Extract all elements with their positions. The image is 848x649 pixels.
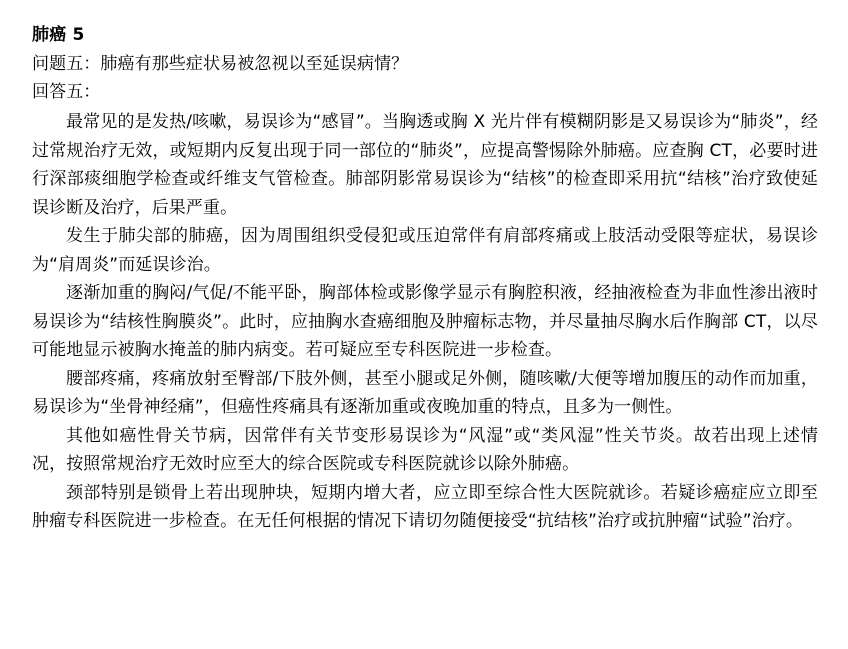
answer-label: 回答五： bbox=[32, 82, 101, 102]
page-title: 肺癌 5 bbox=[32, 25, 85, 45]
paragraph-3: 逐渐加重的胸闷/气促/不能平卧，胸部体检或影像学显示有胸腔积液，经抽液检查为非血性渗出液时易误诊为“结核性胸膜炎”。此时，应抽胸水查癌细胞及肿瘤标志物，并尽量抽尽胸水后作胸部 CT，以尽可能地显示被胸水掩盖的肺内病变。若可疑应至专科医院进一步检查。 bbox=[32, 283, 818, 360]
question-line: 问题五：肺癌有那些症状易被忽视以至延误病情？ bbox=[32, 54, 409, 74]
paragraph-2: 发生于肺尖部的肺癌，因为周围组织受侵犯或压迫常伴有肩部疼痛或上肢活动受限等症状，易误诊为“肩周炎”而延误诊治。 bbox=[32, 226, 818, 275]
paragraph-1: 最常见的是发热/咳嗽，易误诊为“感冒”。当胸透或胸 X 光片伴有模糊阴影是又易误诊为“肺炎”，经过常规治疗无效，或短期内反复出现于同一部位的“肺炎”，应提高警惕除外肺癌。应查胸 CT，必要时进行深部痰细胞学检查或纤维支气管检查。肺部阴影常易误诊为“结核”的检查即采用抗“结核”治疗致使延误诊断及治疗，后果严重。 bbox=[32, 112, 818, 218]
paragraph-6: 颈部特别是锁骨上若出现肿块，短期内增大者，应立即至综合性大医院就诊。若疑诊癌症应立即至肿瘤专科医院进一步检查。在无任何根据的情况下请切勿随便接受“抗结核”治疗或抗肿瘤“试验”治疗。 bbox=[32, 482, 818, 531]
paragraph-4: 腰部疼痛，疼痛放射至臀部/下肢外侧，甚至小腿或足外侧，随咳嗽/大便等增加腹压的动作而加重，易误诊为“坐骨神经痛”，但癌性疼痛具有逐渐加重或夜晚加重的特点，且多为一侧性。 bbox=[32, 368, 818, 417]
paragraph-5: 其他如癌性骨关节病，因常伴有关节变形易误诊为“风湿”或“类风湿”性关节炎。故若出现上述情况，按照常规治疗无效时应至大的综合医院或专科医院就诊以除外肺癌。 bbox=[32, 425, 818, 474]
